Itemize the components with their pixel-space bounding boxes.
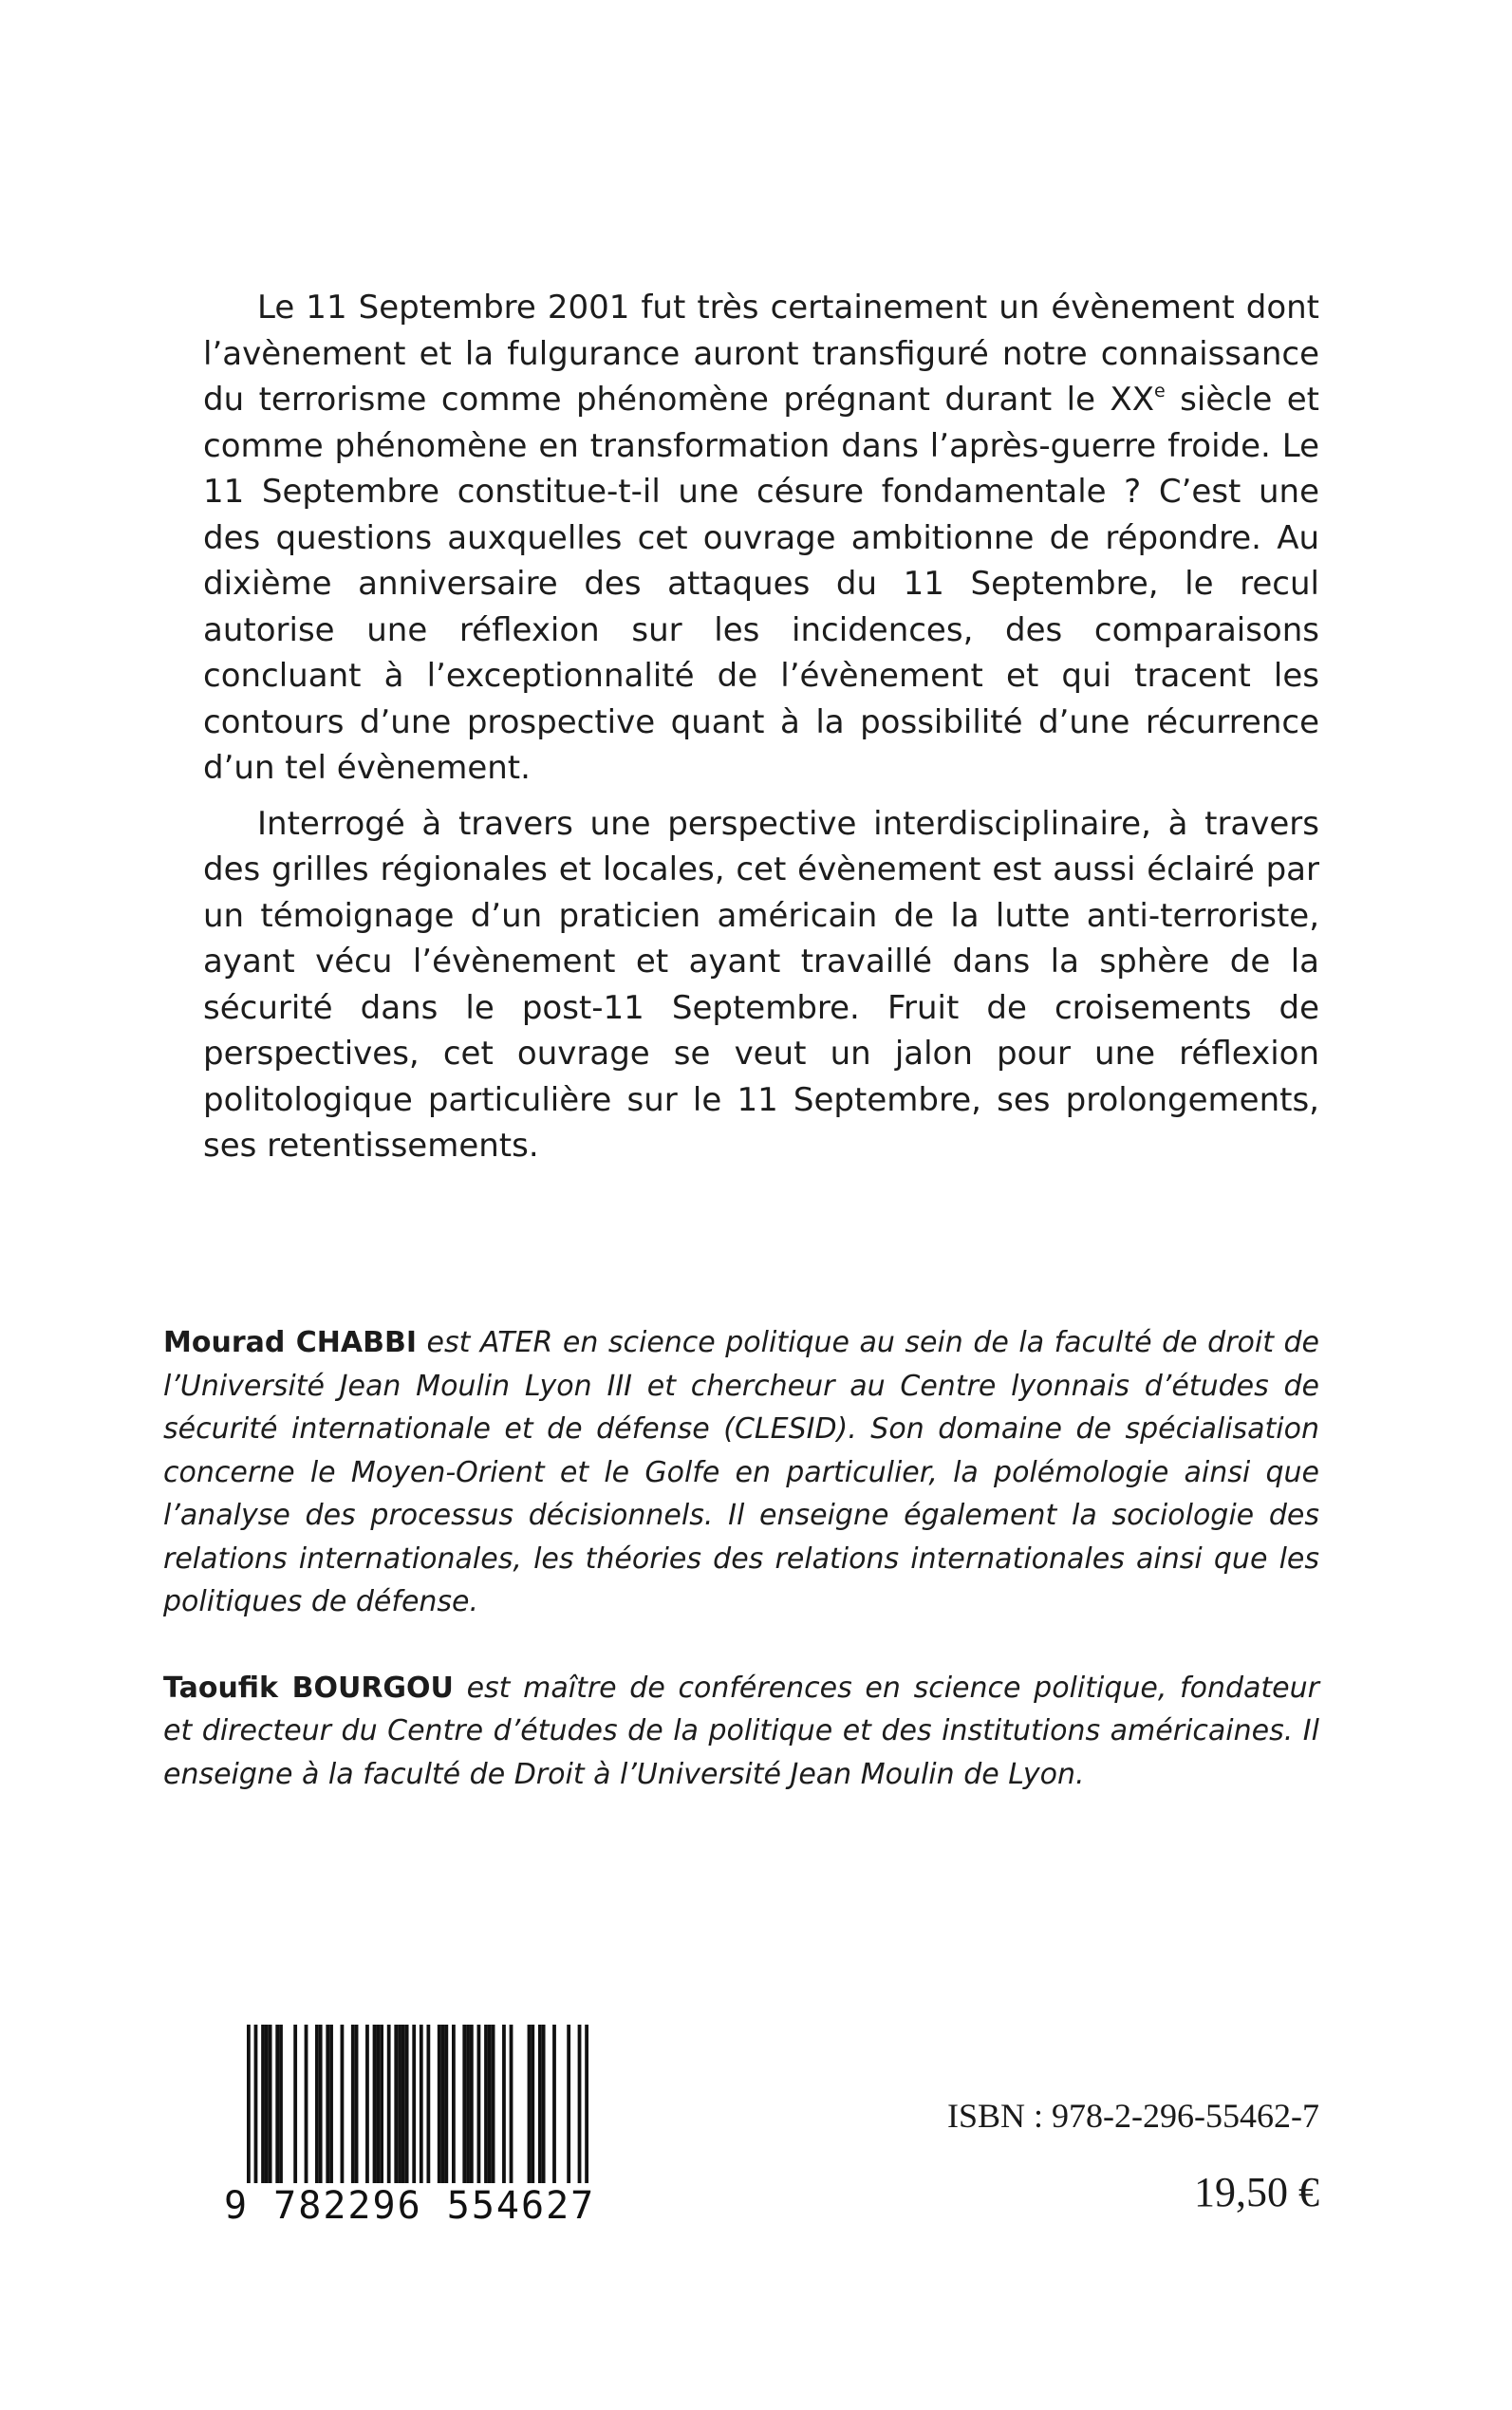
barcode-bar: [305, 2025, 308, 2184]
barcode-bar: [329, 2025, 333, 2184]
summary-p1-part-a: Le 11 Septembre 2001 fut très certainement un évènement dont l’avènement et la fulgurance auront transfiguré notre connaissance du terrorisme comme phénomène prégnant durant le XX: [203, 289, 1319, 419]
barcode-bar: [269, 2025, 272, 2184]
barcode-bar: [502, 2025, 506, 2184]
barcode-bar: [355, 2025, 359, 2184]
isbn-number: ISBN : 978-2-296-55462-7: [947, 2097, 1319, 2135]
author-name-2: Taoufik BOURGOU: [163, 1671, 454, 1705]
author-bio-text-2: est maître de conférences en science politique, fondateur et directeur du Centre d’études de la politique et des institutions américaines. Il enseigne à la faculté de Droit à l’Université Jean Moulin de Lyon.: [163, 1671, 1319, 1791]
barcode-bar: [538, 2025, 542, 2184]
barcode-bar: [401, 2025, 405, 2184]
barcode-bar: [470, 2025, 474, 2184]
barcode-bar: [387, 2025, 391, 2184]
barcode-bar: [376, 2025, 380, 2184]
summary-paragraph-1: [203, 285, 1319, 792]
barcode-bar: [351, 2025, 355, 2184]
superscript-e: e: [1154, 381, 1166, 402]
summary-p1-part-b: siècle et comme phénomène en transformation dans l’après-guerre froide. Le 11 Septembre constitue-t-il une césure fondamentale ? C’est une des questions auxquelles cet ouvrage ambitionne de répondre. Au dixième anniversaire des attaques du 11 Septembre, le recul autorise une réflexion sur les incidences, des comparaisons concluant à l’exceptionnalité de l’évènement et qui tracent les contours d’une prospective quant à la possibilité d’une récurrence d’un tel évènement.: [203, 381, 1319, 787]
barcode-bar: [398, 2025, 401, 2184]
barcode-bar: [275, 2025, 279, 2184]
barcode-bar: [567, 2025, 570, 2184]
barcode-bar: [426, 2025, 430, 2184]
barcode-bar: [510, 2025, 513, 2184]
barcode-bar: [585, 2025, 588, 2197]
barcode-digits: 9 782296 554627: [224, 2184, 596, 2228]
barcode-bar: [444, 2025, 448, 2184]
barcode-bar: [578, 2025, 582, 2197]
barcode-bar: [394, 2025, 398, 2184]
barcode-bar: [341, 2025, 345, 2184]
barcode-bar: [254, 2025, 258, 2197]
barcode-bar: [528, 2025, 532, 2184]
book-summary: [203, 285, 1319, 1169]
author-bio-text-1: est ATER en science politique au sein de la faculté de droit de l’Université Jean Moulin Lyon III et chercheur au Centre lyonnais d’études de sécurité internationale et de défense (CLESID). Son domaine de spécialisation concerne le Moyen-Orient et le Golfe en particulier, la polémologie ainsi que l’analyse des processus décisionnels. Il enseigne également la sociologie des relations internationales, les théories des relations internationales ainsi que les politiques de défense.: [163, 1326, 1319, 1618]
barcode-bar: [531, 2025, 534, 2184]
barcode-bar: [420, 2025, 423, 2197]
barcode-bar: [466, 2025, 470, 2184]
barcode-bar: [484, 2025, 488, 2184]
barcode-bars: [247, 2025, 588, 2197]
barcode-bar: [373, 2025, 377, 2184]
author-bios: [163, 1321, 1319, 1796]
barcode-bar: [247, 2025, 251, 2197]
author-bio-1: [163, 1321, 1319, 1624]
barcode-bar: [441, 2025, 445, 2184]
barcode-bar: [412, 2025, 416, 2197]
barcode-bar: [279, 2025, 283, 2184]
barcode-bar: [452, 2025, 456, 2184]
summary-paragraph-2: Interrogé à travers une perspective interdisciplinaire, à travers des grilles régionales et locales, cet évènement est aussi éclairé par un témoignage d’un praticien américain de la lutte anti-terroriste, ayant vécu l’évènement et ayant travaillé dans la sphère de la sécurité dans le post-11 Septembre. Fruit de croisements de perspectives, cet ouvrage se veut un jalon pour une réflexion politologique particulière sur le 11 Septembre, ses prolongements, ses retentissements.: [203, 804, 1319, 1165]
barcode-bar: [438, 2025, 441, 2184]
author-bio-2: [163, 1667, 1319, 1797]
barcode-bar: [405, 2025, 409, 2184]
barcode-bar: [488, 2025, 492, 2184]
barcode: [247, 2025, 588, 2197]
barcode-bar: [265, 2025, 269, 2184]
author-name-1: Mourad CHABBI: [163, 1326, 417, 1359]
barcode-bar: [315, 2025, 319, 2184]
price: 19,50 €: [1194, 2169, 1319, 2215]
barcode-bar: [261, 2025, 265, 2184]
barcode-bar: [326, 2025, 329, 2184]
barcode-bar: [542, 2025, 546, 2184]
barcode-bar: [462, 2025, 466, 2184]
barcode-bar: [492, 2025, 495, 2184]
barcode-bar: [552, 2025, 556, 2184]
barcode-bar: [293, 2025, 297, 2184]
barcode-bar: [380, 2025, 383, 2184]
barcode-bar: [319, 2025, 323, 2184]
barcode-bar: [365, 2025, 369, 2184]
barcode-bar: [477, 2025, 481, 2184]
